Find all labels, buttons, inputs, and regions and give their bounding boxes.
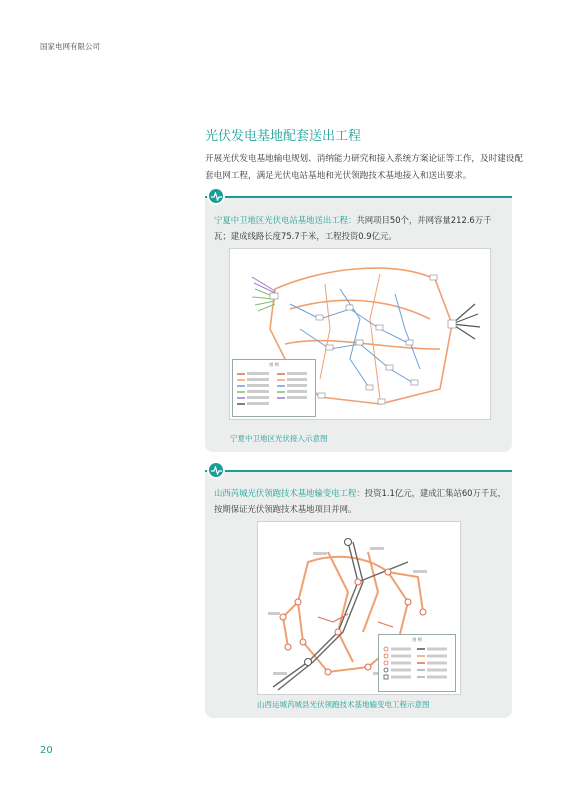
- card-highlight: 山西芮城光伏领跑技术基地输变电工程：: [214, 488, 365, 498]
- legend-swatches: [233, 368, 313, 414]
- map-legend: [232, 359, 316, 417]
- card-body: 投资1.1亿元，建成汇集站60万千瓦，按期保证光伏领跑技术基地项目并网。: [214, 488, 506, 514]
- map-caption: 宁夏中卫地区光伏接入示意图: [230, 434, 328, 443]
- card-highlight: 宁夏中卫地区光伏电站基地送出工程：: [214, 215, 357, 225]
- legend-title: 图 例: [269, 362, 279, 367]
- section-title: 光伏发电基地配套送出工程: [205, 129, 362, 144]
- card-body: 共网项目50个，并网容量212.6万千瓦；建成线路长度75.7千米，工程投资0.9亿元。: [214, 215, 492, 241]
- page-number: 20: [40, 745, 53, 756]
- card-ningxia: [205, 196, 512, 452]
- card-shanxi: [205, 470, 512, 718]
- card-text: [214, 213, 508, 244]
- card-text: [214, 486, 508, 517]
- map-legend: [378, 634, 456, 692]
- legend-swatches: [379, 643, 453, 689]
- ningxia-map: [229, 248, 491, 420]
- pulse-icon: [207, 461, 225, 479]
- pulse-icon: [207, 187, 225, 205]
- shanxi-map: [257, 521, 461, 695]
- legend-title: 图 例: [412, 637, 422, 642]
- section-intro: 开展光伏发电基地输电规划、消纳能力研究和接入系统方案论证等工作，及时建设配套电网工程，满足光伏电站基地和光伏领跑技术基地接入和送出要求。: [205, 154, 523, 181]
- card-divider: [205, 196, 512, 198]
- card-divider: [205, 470, 512, 472]
- company-name: 国家电网有限公司: [40, 42, 100, 51]
- map-caption: 山西运城芮城县光伏领跑技术基地输变电工程示意图: [257, 700, 430, 709]
